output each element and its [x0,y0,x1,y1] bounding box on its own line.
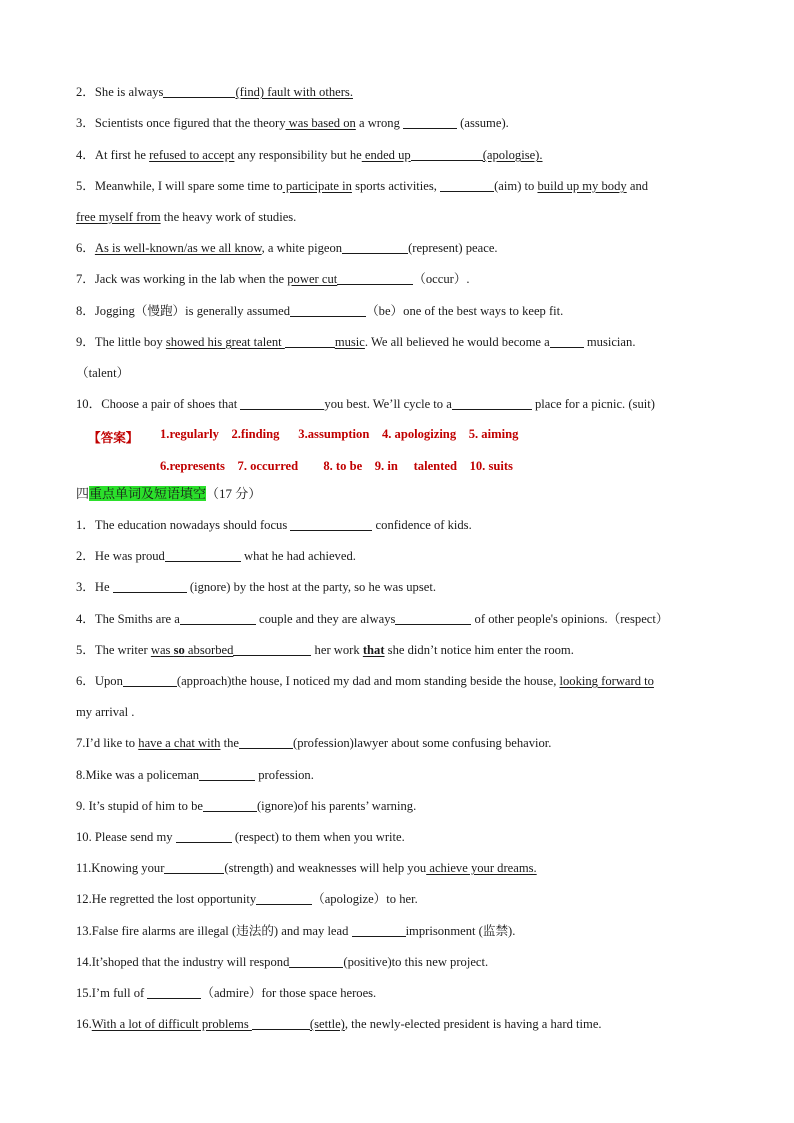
answer-blank[interactable] [239,736,293,749]
s3-q4: 4．At first he refused to accept any responsibility but he ended up (apologise). [76,148,543,162]
s3-q3: 3．Scientists once figured that the theory was based on a wrong (assume). [76,116,509,130]
s4-q10: 10. Please send my (respect) to them when you write. [76,830,405,844]
s4-q11: 11.Knowing your (strength) and weaknesses will help you achieve your dreams. [76,861,537,875]
answer-blank[interactable] [290,518,372,531]
s4-q8: 8.Mike was a policeman profession. [76,768,314,782]
s3-q6: 6．As is well-known/as we all know, a white pigeon (represent) peace. [76,241,498,255]
s4-q5: 5．The writer was so absorbed her work that she didn’t notice him enter the room. [76,643,574,657]
answer-blank[interactable] [199,768,255,781]
s3-q5-cont: free myself from the heavy work of studies. [76,210,297,224]
answer-blank[interactable] [113,580,187,593]
s4-q6-cont: my arrival . [76,705,135,719]
answer-blank[interactable] [411,148,483,161]
answer-label: 【答案】 [88,431,139,445]
section-heading: 四重点单词及短语填空（17 分） [76,486,262,501]
answer-line-2: 6.represents 7. occurred 8. to be 9. in talented 10. suits [160,459,513,473]
s4-q3: 3．He (ignore) by the host at the party, so he was upset. [76,580,436,594]
answer-blank[interactable] [252,1017,310,1030]
answer-blank[interactable] [550,335,584,348]
section-title: 重点单词及短语填空 [89,486,207,501]
answer-blank[interactable] [452,397,532,410]
s3-q7: 7．Jack was working in the lab when the power cut （occur）. [76,272,470,286]
answer-blank[interactable] [233,643,311,656]
answer-blank[interactable] [147,986,201,999]
answer-blank[interactable] [163,85,235,98]
answer-blank[interactable] [164,861,224,874]
s4-q16: 16.With a lot of difficult problems (settle), the newly-elected president is having a hard time. [76,1017,602,1031]
s4-q9: 9. It’s stupid of him to be (ignore)of his parents’ warning. [76,799,417,813]
answer-blank[interactable] [352,924,406,937]
answer-blank[interactable] [342,241,408,254]
answer-blank[interactable] [290,304,366,317]
s3-q2: 2．She is always (find) fault with others. [76,85,353,99]
answer-blank[interactable] [240,397,324,410]
s4-q4: 4．The Smiths are a couple and they are always of other people's opinions.（respect） [76,612,669,626]
answer-blank[interactable] [403,116,457,129]
answer-blank[interactable] [285,335,335,348]
answer-blank[interactable] [180,612,256,625]
s3-q5: 5．Meanwhile, I will spare some time to participate in sports activities, (aim) to build up my body and [76,179,649,193]
s4-q6: 6．Upon (approach)the house, I noticed my dad and mom standing beside the house, looking forward to [76,674,654,688]
answer-blank[interactable] [203,799,257,812]
s3-q10: 10．Choose a pair of shoes that you best. We’ll cycle to a place for a picnic. (suit) [76,397,655,411]
s4-q2: 2．He was proud what he had achieved. [76,549,356,563]
s4-q1: 1．The education nowadays should focus confidence of kids. [76,518,472,532]
s3-q9-cont: （talent） [76,366,130,380]
s4-q14: 14.It’shoped that the industry will respond (positive)to this new project. [76,955,489,969]
answer-blank[interactable] [123,674,177,687]
s4-q7: 7.I’d like to have a chat with the (profession)lawyer about some confusing behavior. [76,736,552,750]
answer-blank[interactable] [289,955,343,968]
answer-blank[interactable] [176,830,232,843]
s4-q15: 15.I’m full of （admire）for those space heroes. [76,986,377,1000]
answer-blank[interactable] [337,272,413,285]
answer-blank[interactable] [165,549,241,562]
answer-line-1: 1.regularly 2.finding 3.assumption 4. apologizing 5. aiming [160,427,519,441]
answer-blank[interactable] [440,179,494,192]
answer-blank[interactable] [395,612,471,625]
s4-q13: 13.False fire alarms are illegal (违法的) and may lead imprisonment (监禁). [76,924,516,938]
s4-q12: 12.He regretted the lost opportunity （apologize）to her. [76,892,418,906]
s3-q8: 8．Jogging（慢跑）is generally assumed （be）one of the best ways to keep fit. [76,304,564,318]
answer-blank[interactable] [256,892,312,905]
s3-q9: 9．The little boy showed his great talent music. We all believed he would become a musician. [76,335,636,349]
